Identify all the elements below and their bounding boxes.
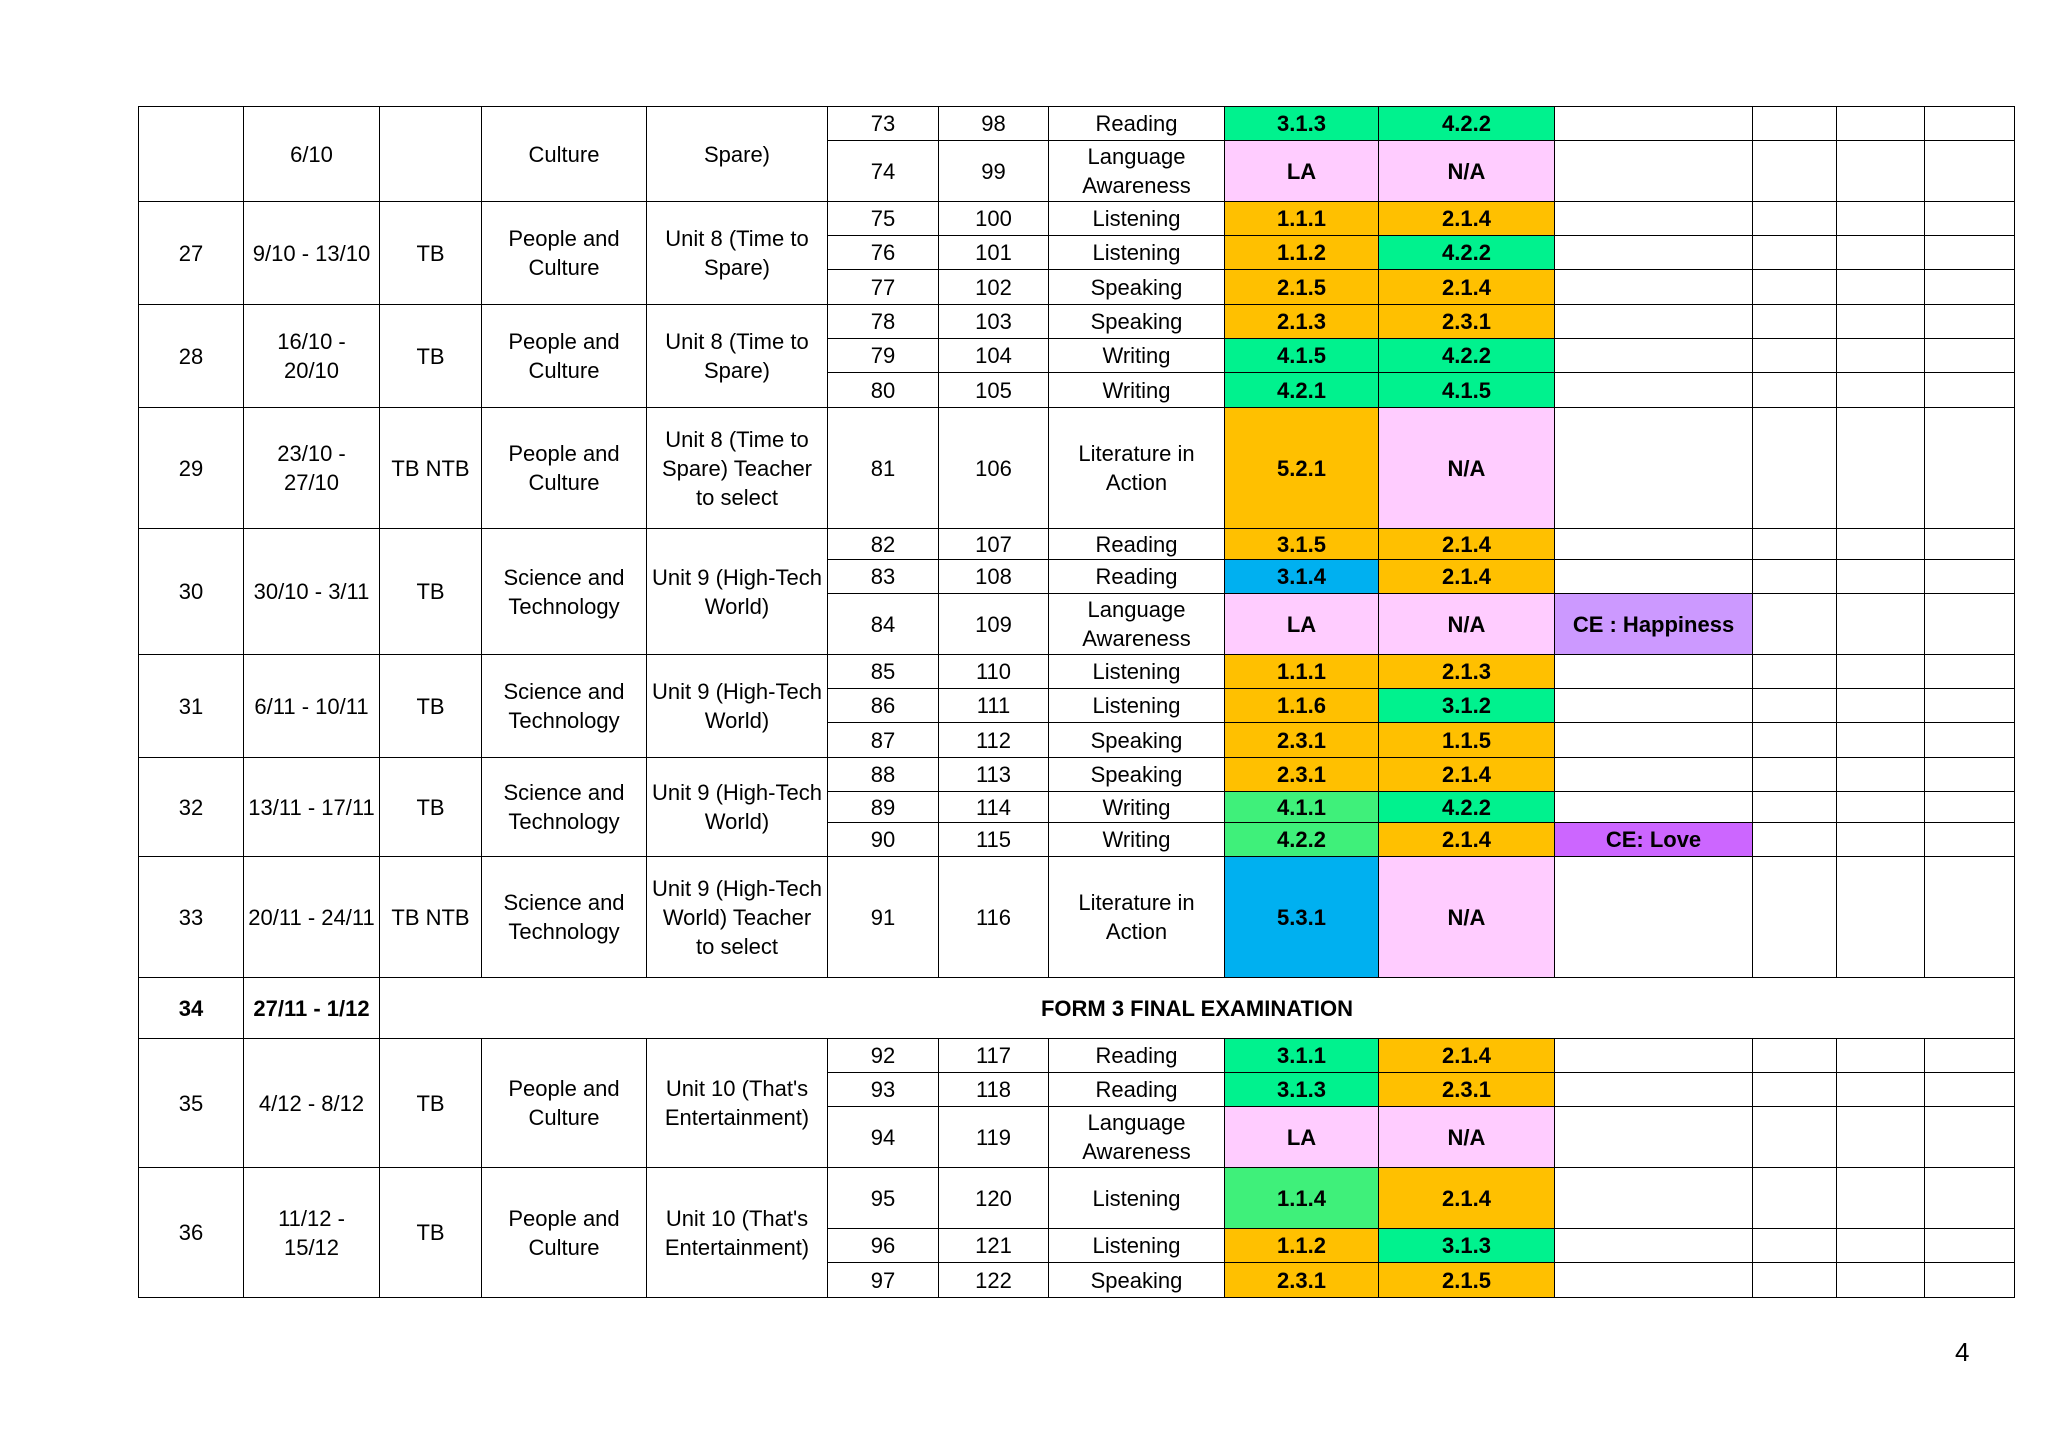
cross-curricular-cell [1555,655,1753,689]
skill-cell: Writing [1049,373,1225,408]
blank-cell [1837,1263,1925,1298]
lesson-number-cell: 97 [828,1263,939,1298]
lesson-overall-cell: 119 [939,1107,1049,1168]
main-skill-standard-cell: 3.1.1 [1225,1039,1379,1073]
blank-cell [1753,1039,1837,1073]
lesson-number-cell: 78 [828,305,939,339]
complementary-skill-standard-cell: 2.1.4 [1379,270,1555,305]
table-row [139,1039,2015,1073]
skill-cell: Speaking [1049,1263,1225,1298]
blank-cell [1753,339,1837,373]
lesson-number-cell: 77 [828,270,939,305]
blank-cell [1837,792,1925,823]
lesson-number-cell: 88 [828,758,939,792]
blank-cell [1753,305,1837,339]
week-date-cell: 23/10 - 27/10 [244,408,380,529]
blank-cell [1925,655,2015,689]
skill-cell: Listening [1049,236,1225,270]
lesson-overall-cell: 120 [939,1168,1049,1229]
blank-cell [1837,529,1925,560]
blank-cell [1925,1263,2015,1298]
lesson-overall-cell: 111 [939,689,1049,723]
cross-curricular-cell [1555,529,1753,560]
lesson-overall-cell: 107 [939,529,1049,560]
main-skill-standard-cell: 1.1.4 [1225,1168,1379,1229]
complementary-skill-standard-cell: 3.1.3 [1379,1229,1555,1263]
lesson-number-cell: 90 [828,823,939,857]
week-number-cell: 30 [139,529,244,655]
complementary-skill-standard-cell: 2.1.4 [1379,202,1555,236]
complementary-skill-standard-cell: 1.1.5 [1379,723,1555,758]
skill-cell: Reading [1049,107,1225,141]
blank-cell [1753,270,1837,305]
blank-cell [1925,1168,2015,1229]
lesson-number-cell: 83 [828,560,939,594]
blank-cell [1753,857,1837,978]
lesson-overall-cell: 112 [939,723,1049,758]
main-skill-standard-cell: 3.1.3 [1225,107,1379,141]
theme-cell: People and Culture [482,1039,647,1168]
blank-cell [1753,1229,1837,1263]
lesson-number-cell: 94 [828,1107,939,1168]
exam-banner-cell: FORM 3 FINAL EXAMINATION [380,978,2015,1039]
complementary-skill-standard-cell: 2.1.4 [1379,823,1555,857]
main-skill-standard-cell: 1.1.1 [1225,655,1379,689]
skill-cell: Listening [1049,655,1225,689]
complementary-skill-standard-cell: N/A [1379,857,1555,978]
theme-cell: Science and Technology [482,655,647,758]
complementary-skill-standard-cell: 4.1.5 [1379,373,1555,408]
table-row [139,655,2015,689]
cross-curricular-cell [1555,339,1753,373]
table-row [139,107,2015,141]
blank-cell [1753,758,1837,792]
skill-cell: Writing [1049,792,1225,823]
skill-cell: Listening [1049,689,1225,723]
theme-cell: People and Culture [482,305,647,408]
blank-cell [1753,1073,1837,1107]
complementary-skill-standard-cell: 4.2.2 [1379,236,1555,270]
main-skill-standard-cell: LA [1225,594,1379,655]
table-row-exam [139,978,2015,1039]
unit-cell: Unit 10 (That's Entertainment) [647,1039,828,1168]
main-skill-standard-cell: 1.1.2 [1225,1229,1379,1263]
lesson-overall-cell: 102 [939,270,1049,305]
lesson-number-cell: 73 [828,107,939,141]
cross-curricular-cell [1555,202,1753,236]
table-row [139,408,2015,529]
main-skill-standard-cell: 3.1.3 [1225,1073,1379,1107]
blank-cell [1837,1073,1925,1107]
material-type-cell: TB [380,529,482,655]
lesson-overall-cell: 103 [939,305,1049,339]
unit-cell: Spare) [647,107,828,202]
blank-cell [1925,373,2015,408]
lesson-number-cell: 74 [828,141,939,202]
main-skill-standard-cell: 1.1.2 [1225,236,1379,270]
week-date-cell: 9/10 - 13/10 [244,202,380,305]
complementary-skill-standard-cell: 2.1.3 [1379,655,1555,689]
complementary-skill-standard-cell: 2.1.4 [1379,1039,1555,1073]
cross-curricular-cell [1555,1168,1753,1229]
lesson-overall-cell: 98 [939,107,1049,141]
lesson-number-cell: 92 [828,1039,939,1073]
complementary-skill-standard-cell: 2.3.1 [1379,305,1555,339]
week-number-cell: 33 [139,857,244,978]
skill-cell: Language Awareness [1049,1107,1225,1168]
lesson-number-cell: 93 [828,1073,939,1107]
lesson-number-cell: 89 [828,792,939,823]
lesson-number-cell: 75 [828,202,939,236]
blank-cell [1837,758,1925,792]
material-type-cell: TB [380,305,482,408]
skill-cell: Speaking [1049,270,1225,305]
cross-curricular-cell [1555,107,1753,141]
main-skill-standard-cell: LA [1225,141,1379,202]
blank-cell [1837,1229,1925,1263]
unit-cell: Unit 8 (Time to Spare) [647,202,828,305]
table-body [139,107,2015,1298]
blank-cell [1925,529,2015,560]
cross-curricular-cell [1555,373,1753,408]
week-date-cell: 11/12 - 15/12 [244,1168,380,1298]
blank-cell [1753,236,1837,270]
skill-cell: Reading [1049,560,1225,594]
blank-cell [1925,1073,2015,1107]
lesson-overall-cell: 104 [939,339,1049,373]
lesson-overall-cell: 121 [939,1229,1049,1263]
skill-cell: Listening [1049,202,1225,236]
theme-cell: Science and Technology [482,857,647,978]
complementary-skill-standard-cell: 2.1.5 [1379,1263,1555,1298]
blank-cell [1753,560,1837,594]
blank-cell [1753,723,1837,758]
cross-curricular-cell [1555,1229,1753,1263]
skill-cell: Language Awareness [1049,141,1225,202]
week-date-cell: 16/10 - 20/10 [244,305,380,408]
week-number-cell: 32 [139,758,244,857]
cross-curricular-cell [1555,689,1753,723]
blank-cell [1925,594,2015,655]
theme-cell: People and Culture [482,408,647,529]
blank-cell [1837,202,1925,236]
blank-cell [1753,141,1837,202]
lesson-number-cell: 81 [828,408,939,529]
lesson-number-cell: 76 [828,236,939,270]
blank-cell [1837,236,1925,270]
lesson-overall-cell: 101 [939,236,1049,270]
theme-cell: Culture [482,107,647,202]
blank-cell [1837,1107,1925,1168]
complementary-skill-standard-cell: N/A [1379,594,1555,655]
cross-curricular-cell [1555,1073,1753,1107]
complementary-skill-standard-cell: 3.1.2 [1379,689,1555,723]
scheme-of-work-table [138,106,2015,1298]
cross-curricular-cell [1555,236,1753,270]
complementary-skill-standard-cell: 2.1.4 [1379,758,1555,792]
lesson-number-cell: 95 [828,1168,939,1229]
blank-cell [1837,594,1925,655]
week-date-cell: 6/10 [244,107,380,202]
blank-cell [1925,1039,2015,1073]
blank-cell [1753,1107,1837,1168]
page-number: 4 [1955,1337,1970,1367]
cross-curricular-cell [1555,270,1753,305]
cross-curricular-cell: CE : Happiness [1555,594,1753,655]
cross-curricular-cell [1555,1039,1753,1073]
unit-cell: Unit 9 (High-Tech World) [647,758,828,857]
complementary-skill-standard-cell: 4.2.2 [1379,107,1555,141]
main-skill-standard-cell: 1.1.1 [1225,202,1379,236]
blank-cell [1925,857,2015,978]
lesson-overall-cell: 122 [939,1263,1049,1298]
week-number-cell: 31 [139,655,244,758]
blank-cell [1925,270,2015,305]
table-row [139,529,2015,560]
blank-cell [1925,408,2015,529]
lesson-overall-cell: 113 [939,758,1049,792]
main-skill-standard-cell: 4.2.1 [1225,373,1379,408]
blank-cell [1837,305,1925,339]
cross-curricular-cell [1555,141,1753,202]
table-row [139,305,2015,339]
skill-cell: Reading [1049,529,1225,560]
skill-cell: Language Awareness [1049,594,1225,655]
blank-cell [1837,560,1925,594]
blank-cell [1837,1039,1925,1073]
week-date-cell: 13/11 - 17/11 [244,758,380,857]
blank-cell [1753,202,1837,236]
week-number-cell: 34 [139,978,244,1039]
material-type-cell: TB [380,655,482,758]
lesson-number-cell: 87 [828,723,939,758]
week-date-cell: 30/10 - 3/11 [244,529,380,655]
blank-cell [1925,823,2015,857]
main-skill-standard-cell: 5.3.1 [1225,857,1379,978]
complementary-skill-standard-cell: N/A [1379,1107,1555,1168]
blank-cell [1925,107,2015,141]
skill-cell: Reading [1049,1073,1225,1107]
skill-cell: Speaking [1049,305,1225,339]
lesson-number-cell: 82 [828,529,939,560]
blank-cell [1925,236,2015,270]
unit-cell: Unit 9 (High-Tech World) [647,655,828,758]
material-type-cell: TB [380,758,482,857]
lesson-overall-cell: 100 [939,202,1049,236]
lesson-overall-cell: 116 [939,857,1049,978]
week-date-cell: 6/11 - 10/11 [244,655,380,758]
unit-cell: Unit 9 (High-Tech World) [647,529,828,655]
complementary-skill-standard-cell: 4.2.2 [1379,339,1555,373]
unit-cell: Unit 10 (That's Entertainment) [647,1168,828,1298]
blank-cell [1837,373,1925,408]
blank-cell [1925,1107,2015,1168]
material-type-cell: TB [380,1168,482,1298]
main-skill-standard-cell: 4.2.2 [1225,823,1379,857]
blank-cell [1925,202,2015,236]
blank-cell [1753,655,1837,689]
material-type-cell: TB [380,202,482,305]
cross-curricular-cell [1555,560,1753,594]
lesson-overall-cell: 114 [939,792,1049,823]
blank-cell [1753,529,1837,560]
cross-curricular-cell [1555,1107,1753,1168]
main-skill-standard-cell: 2.1.3 [1225,305,1379,339]
lesson-number-cell: 96 [828,1229,939,1263]
complementary-skill-standard-cell: N/A [1379,141,1555,202]
complementary-skill-standard-cell: 4.2.2 [1379,792,1555,823]
blank-cell [1837,270,1925,305]
blank-cell [1753,107,1837,141]
week-number-cell: 28 [139,305,244,408]
blank-cell [1753,408,1837,529]
lesson-overall-cell: 99 [939,141,1049,202]
main-skill-standard-cell: 4.1.1 [1225,792,1379,823]
blank-cell [1753,689,1837,723]
blank-cell [1753,594,1837,655]
lesson-overall-cell: 105 [939,373,1049,408]
skill-cell: Writing [1049,823,1225,857]
complementary-skill-standard-cell: N/A [1379,408,1555,529]
cross-curricular-cell [1555,857,1753,978]
cross-curricular-cell [1555,1263,1753,1298]
blank-cell [1753,1168,1837,1229]
blank-cell [1925,141,2015,202]
main-skill-standard-cell: 3.1.4 [1225,560,1379,594]
blank-cell [1925,758,2015,792]
week-number-cell: 29 [139,408,244,529]
week-date-cell: 20/11 - 24/11 [244,857,380,978]
lesson-overall-cell: 110 [939,655,1049,689]
week-number-cell: 35 [139,1039,244,1168]
main-skill-standard-cell: 2.3.1 [1225,758,1379,792]
blank-cell [1753,373,1837,408]
complementary-skill-standard-cell: 2.1.4 [1379,529,1555,560]
theme-cell: People and Culture [482,1168,647,1298]
blank-cell [1753,1263,1837,1298]
lesson-overall-cell: 118 [939,1073,1049,1107]
complementary-skill-standard-cell: 2.3.1 [1379,1073,1555,1107]
blank-cell [1925,723,2015,758]
lesson-overall-cell: 109 [939,594,1049,655]
week-number-cell: 27 [139,202,244,305]
lesson-number-cell: 85 [828,655,939,689]
week-date-cell: 4/12 - 8/12 [244,1039,380,1168]
week-number-cell [139,107,244,202]
blank-cell [1837,655,1925,689]
lesson-overall-cell: 108 [939,560,1049,594]
blank-cell [1925,1229,2015,1263]
main-skill-standard-cell: 2.1.5 [1225,270,1379,305]
skill-cell: Listening [1049,1168,1225,1229]
skill-cell: Literature in Action [1049,857,1225,978]
week-date-cell: 27/11 - 1/12 [244,978,380,1039]
week-number-cell: 36 [139,1168,244,1298]
complementary-skill-standard-cell: 2.1.4 [1379,560,1555,594]
lesson-overall-cell: 106 [939,408,1049,529]
blank-cell [1925,339,2015,373]
lesson-number-cell: 84 [828,594,939,655]
theme-cell: Science and Technology [482,758,647,857]
blank-cell [1837,723,1925,758]
theme-cell: People and Culture [482,202,647,305]
cross-curricular-cell [1555,758,1753,792]
skill-cell: Speaking [1049,758,1225,792]
skill-cell: Reading [1049,1039,1225,1073]
blank-cell [1837,857,1925,978]
blank-cell [1925,560,2015,594]
unit-cell: Unit 8 (Time to Spare) [647,305,828,408]
blank-cell [1925,305,2015,339]
cross-curricular-cell [1555,408,1753,529]
lesson-overall-cell: 115 [939,823,1049,857]
theme-cell: Science and Technology [482,529,647,655]
table-row [139,758,2015,792]
lesson-number-cell: 79 [828,339,939,373]
blank-cell [1837,689,1925,723]
complementary-skill-standard-cell: 2.1.4 [1379,1168,1555,1229]
blank-cell [1837,141,1925,202]
lesson-overall-cell: 117 [939,1039,1049,1073]
skill-cell: Writing [1049,339,1225,373]
blank-cell [1753,792,1837,823]
blank-cell [1837,107,1925,141]
blank-cell [1925,689,2015,723]
main-skill-standard-cell: 4.1.5 [1225,339,1379,373]
lesson-number-cell: 91 [828,857,939,978]
cross-curricular-cell: CE: Love [1555,823,1753,857]
material-type-cell: TB NTB [380,408,482,529]
unit-cell: Unit 8 (Time to Spare) Teacher to select [647,408,828,529]
cross-curricular-cell [1555,305,1753,339]
main-skill-standard-cell: 5.2.1 [1225,408,1379,529]
table-row [139,1168,2015,1229]
lesson-number-cell: 80 [828,373,939,408]
blank-cell [1753,823,1837,857]
table-row [139,857,2015,978]
main-skill-standard-cell: 3.1.5 [1225,529,1379,560]
blank-cell [1925,792,2015,823]
table-row [139,202,2015,236]
main-skill-standard-cell: 2.3.1 [1225,723,1379,758]
blank-cell [1837,823,1925,857]
skill-cell: Literature in Action [1049,408,1225,529]
skill-cell: Listening [1049,1229,1225,1263]
unit-cell: Unit 9 (High-Tech World) Teacher to select [647,857,828,978]
main-skill-standard-cell: LA [1225,1107,1379,1168]
material-type-cell: TB NTB [380,857,482,978]
main-skill-standard-cell: 2.3.1 [1225,1263,1379,1298]
blank-cell [1837,339,1925,373]
blank-cell [1837,408,1925,529]
main-skill-standard-cell: 1.1.6 [1225,689,1379,723]
lesson-number-cell: 86 [828,689,939,723]
skill-cell: Speaking [1049,723,1225,758]
cross-curricular-cell [1555,792,1753,823]
cross-curricular-cell [1555,723,1753,758]
material-type-cell: TB [380,1039,482,1168]
material-type-cell [380,107,482,202]
blank-cell [1837,1168,1925,1229]
